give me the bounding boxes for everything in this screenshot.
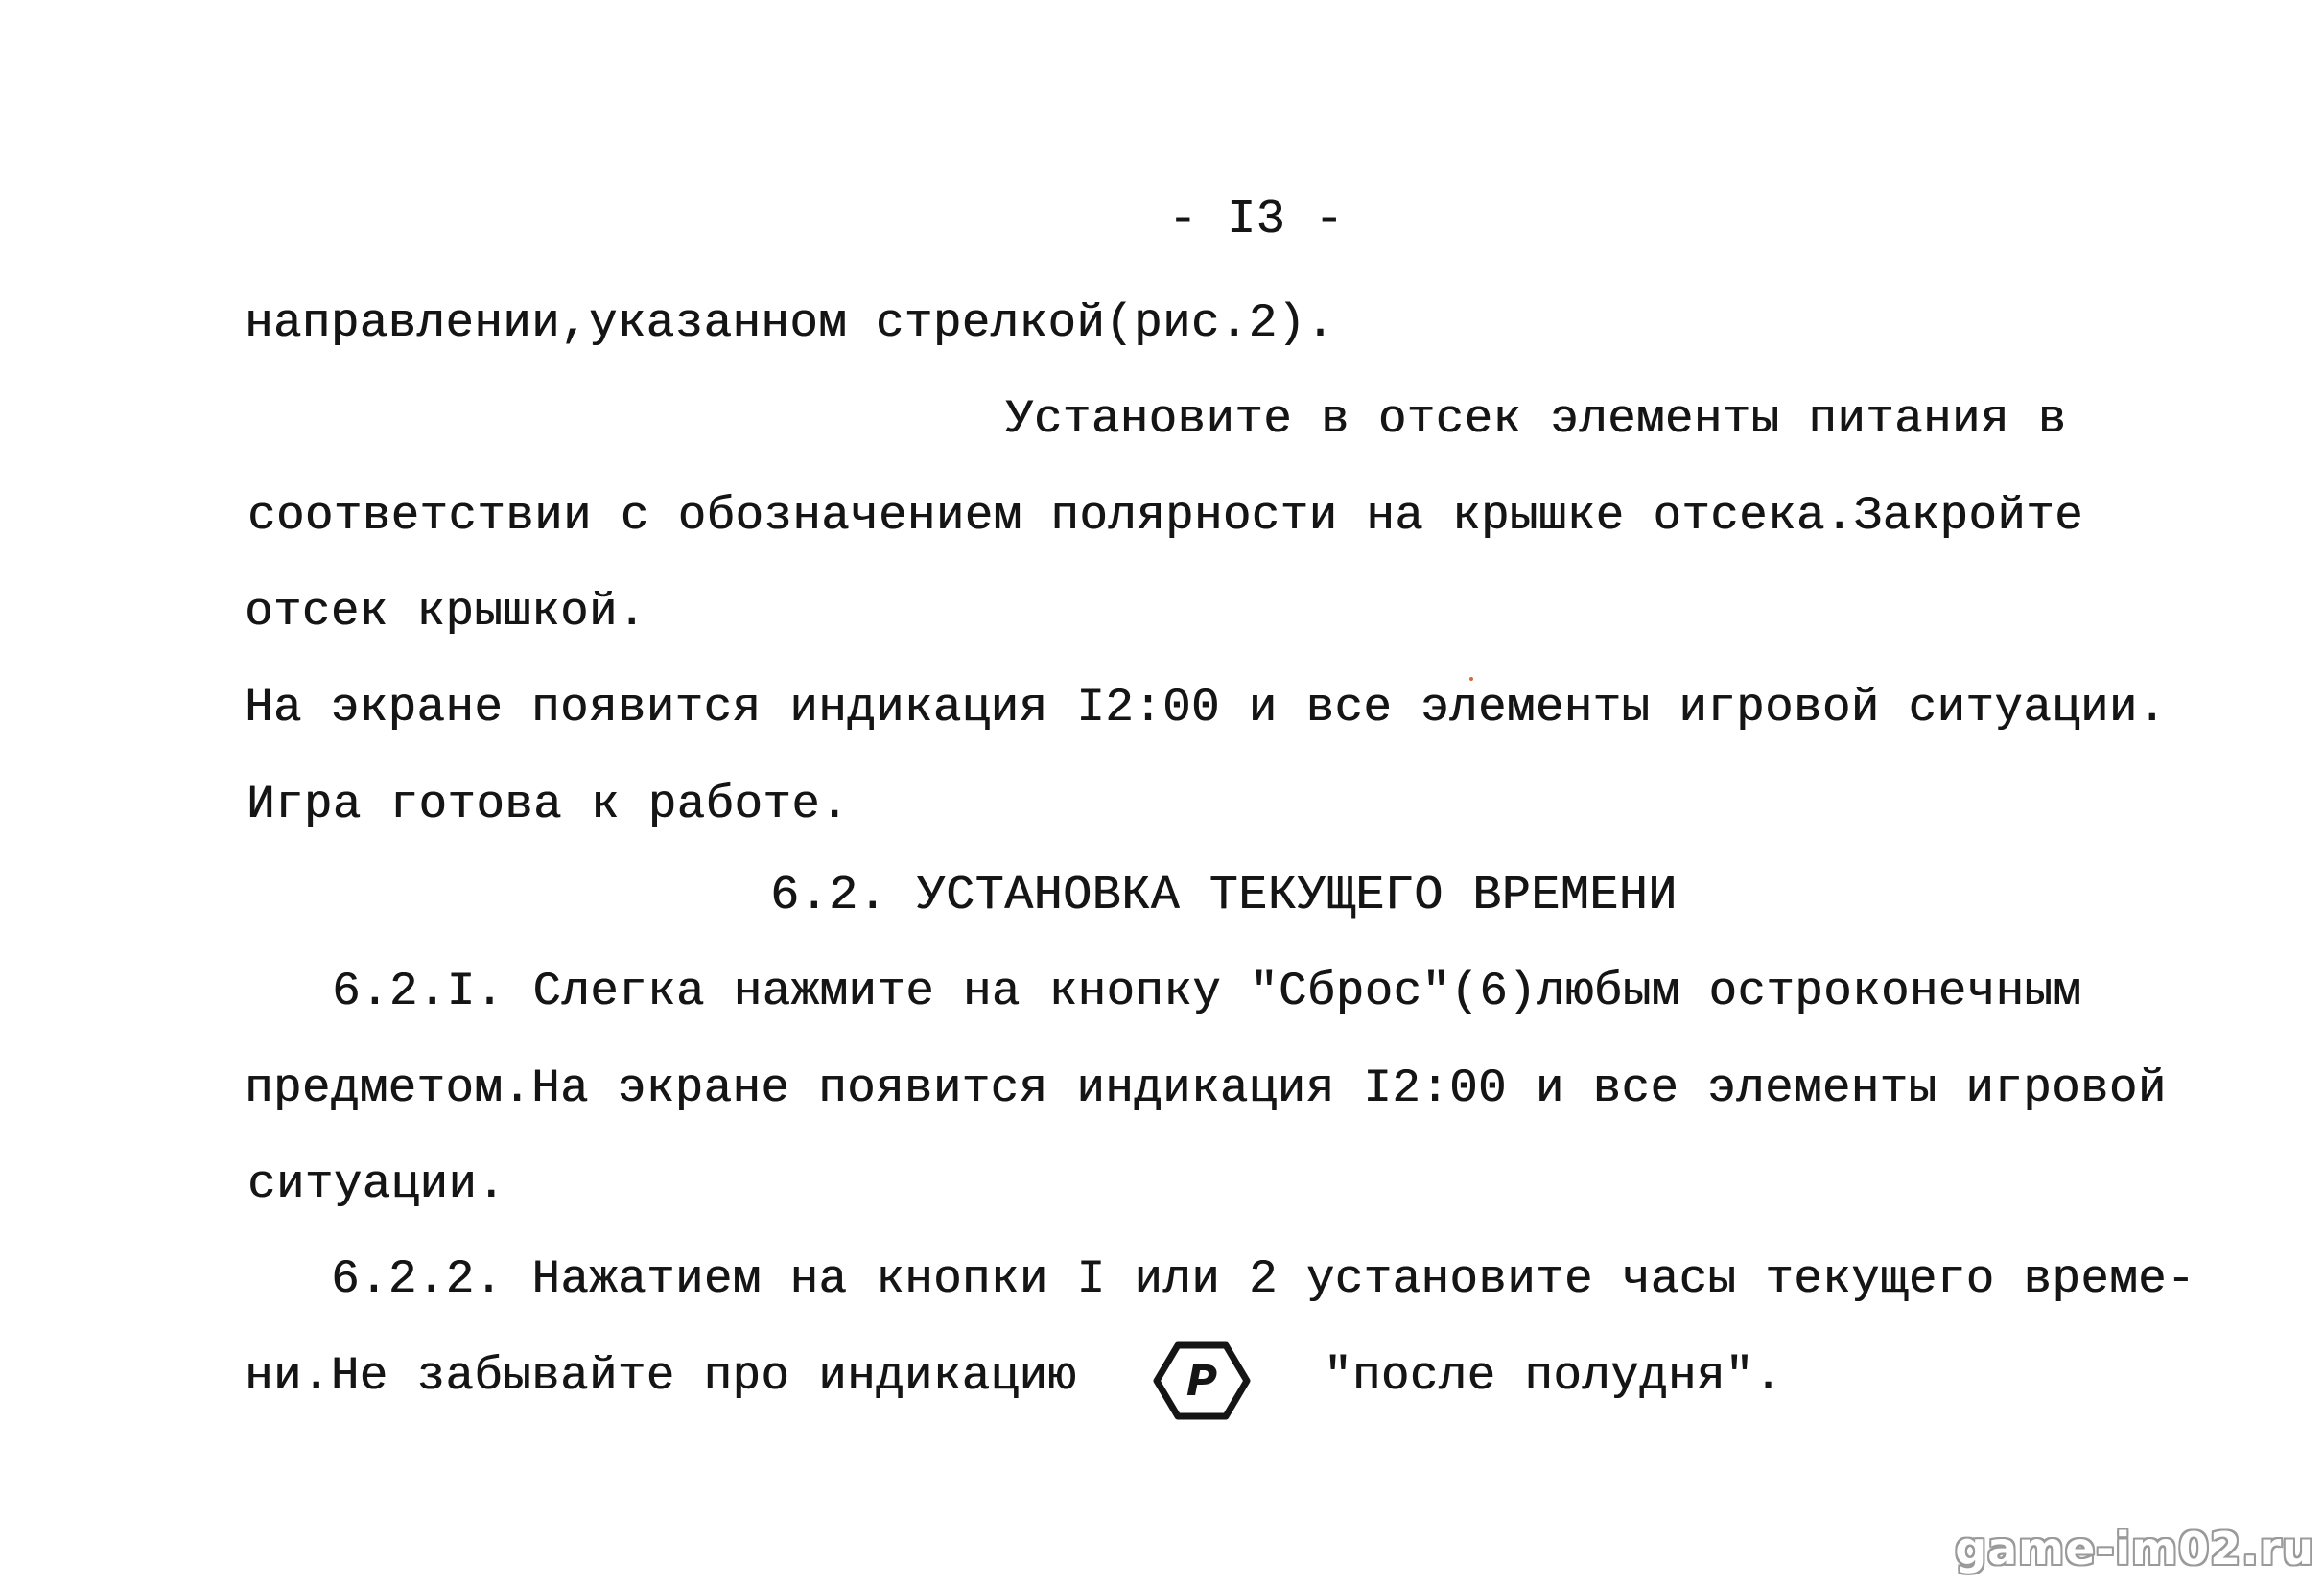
paragraph-6-2-1-line-2: предметом.На экране появится индикация I2:00 и все элементы игровой bbox=[245, 1061, 2167, 1115]
paragraph-6-2-2-line-2: ни.Не забывайте про индикацию bbox=[245, 1349, 1077, 1403]
text-line-1: направлении,указанном стрелкой(рис.2). bbox=[245, 296, 1335, 350]
watermark: game-im02.ru bbox=[1955, 1523, 2314, 1574]
page-number: - I3 - bbox=[1168, 193, 1345, 247]
text-line-6: Игра готова к работе. bbox=[246, 778, 850, 831]
text-line-4: отсек крышкой. bbox=[245, 585, 646, 639]
paragraph-6-2-2-line-2-end: "после полудня". bbox=[1324, 1349, 1783, 1403]
pm-indicator-letter: P bbox=[1185, 1357, 1218, 1406]
paragraph-6-2-1-line-1: 6.2.I. Слегка нажмите на кнопку "Сброс"(6)любым остроконечным bbox=[332, 965, 2082, 1018]
paragraph-6-2-1-line-3: ситуации. bbox=[247, 1157, 506, 1211]
section-heading: 6.2. УСТАНОВКА ТЕКУЩЕГО ВРЕМЕНИ bbox=[770, 869, 1678, 923]
ink-speck bbox=[1469, 677, 1473, 681]
pm-hexagon-icon bbox=[1149, 1338, 1255, 1424]
text-line-5: На экране появится индикация I2:00 и все элементы игровой ситуации. bbox=[245, 681, 2167, 735]
text-line-3: соответствии с обозначением полярности на крышке отсека.Закройте bbox=[247, 489, 2083, 543]
text-line-2: Установите в отсек элементы питания в bbox=[1005, 392, 2067, 446]
paragraph-6-2-2-line-1: 6.2.2. Нажатием на кнопки I или 2 установите часы текущего време- bbox=[331, 1252, 2195, 1306]
